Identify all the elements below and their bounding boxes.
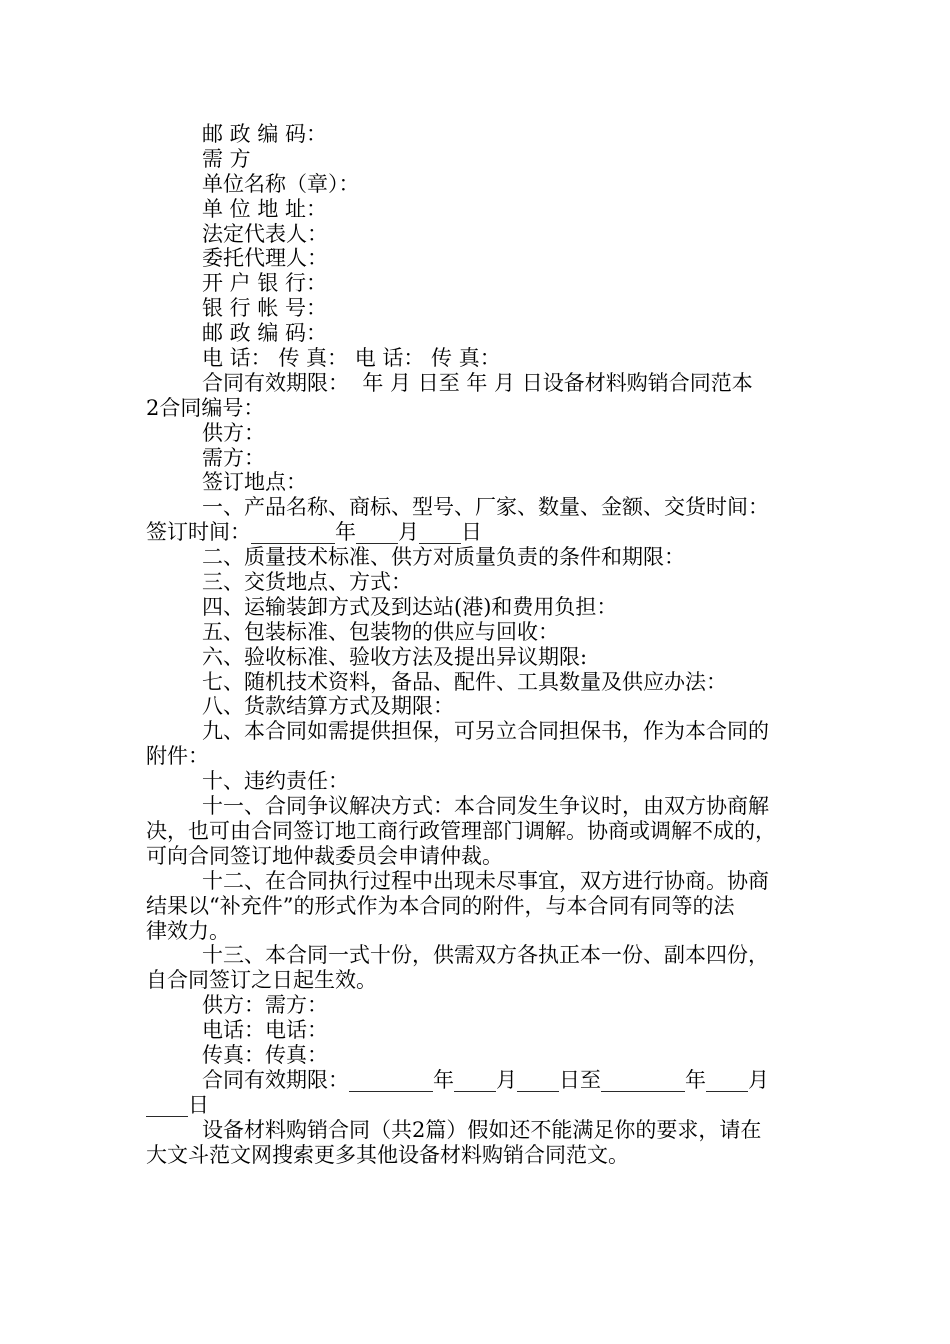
text-line: 法定代表人： bbox=[202, 221, 328, 246]
text-line: 需方： bbox=[202, 445, 265, 470]
text-line: 签订时间：________年____月____日 bbox=[146, 520, 482, 545]
text-line: ____日 bbox=[146, 1092, 209, 1117]
text-line: 律效力。 bbox=[146, 918, 230, 943]
text-line: 五、包装标准、包装物的供应与回收： bbox=[202, 619, 559, 644]
text-line: 十、违约责任： bbox=[202, 769, 349, 794]
text-line: 供方：需方： bbox=[202, 993, 328, 1018]
text-line: 可向合同签订地仲裁委员会申请仲裁。 bbox=[146, 843, 503, 868]
text-line: 委托代理人： bbox=[202, 246, 328, 271]
text-line: 供方： bbox=[202, 420, 265, 445]
text-line: 二、质量技术标准、供方对质量负责的条件和期限： bbox=[202, 545, 685, 570]
text-line: 十一、合同争议解决方式：本合同发生争议时，由双方协商解 bbox=[202, 794, 769, 819]
text-line: 合同有效期限：________年____月____日至________年____月 bbox=[202, 1067, 769, 1092]
text-line: 大文斗范文网搜索更多其他设备材料购销合同范文。 bbox=[146, 1142, 629, 1167]
text-line: 2合同编号： bbox=[146, 395, 265, 420]
text-line: 开 户 银 行： bbox=[202, 271, 328, 296]
text-line: 八、货款结算方式及期限： bbox=[202, 694, 454, 719]
text-line: 单位名称（章）： bbox=[202, 171, 360, 196]
text-line: 附件： bbox=[146, 744, 209, 769]
text-line: 十二、在合同执行过程中出现未尽事宜，双方进行协商。协商 bbox=[202, 868, 769, 893]
text-line: 自合同签订之日起生效。 bbox=[146, 968, 377, 993]
document-body bbox=[146, 122, 806, 1167]
text-line: 四、运输装卸方式及到达站(港)和费用负担： bbox=[202, 594, 618, 619]
text-line: 电 话： 传 真： 电 话： 传 真： bbox=[202, 346, 501, 371]
text-line: 合同有效期限： 年 月 日至 年 月 日设备材料购销合同范本 bbox=[202, 370, 753, 395]
text-line: 十三、本合同一式十份，供需双方各执正本一份、副本四份， bbox=[202, 943, 769, 968]
text-line: 决，也可由合同签订地工商行政管理部门调解。协商或调解不成的， bbox=[146, 818, 776, 843]
text-line: 电话：电话： bbox=[202, 1018, 328, 1043]
text-line: 六、验收标准、验收方法及提出异议期限: bbox=[202, 644, 588, 669]
text-line: 七、随机技术资料，备品、配件、工具数量及供应办法： bbox=[202, 669, 727, 694]
text-line: 签订地点： bbox=[202, 470, 307, 495]
text-line: 邮 政 编 码： bbox=[202, 321, 328, 346]
text-line: 银 行 帐 号： bbox=[202, 296, 328, 321]
text-line: 结果以“补充件”的形式作为本合同的附件，与本合同有同等的法 bbox=[146, 893, 735, 918]
text-line: 邮 政 编 码： bbox=[202, 122, 328, 146]
text-line: 单 位 地 址： bbox=[202, 196, 328, 221]
text-line: 一、产品名称、商标、型号、厂家、数量、金额、交货时间： bbox=[202, 495, 769, 520]
text-line: 设备材料购销合同（共2篇）假如还不能满足你的要求，请在 bbox=[202, 1117, 762, 1142]
text-line: 传真：传真： bbox=[202, 1042, 328, 1067]
text-line: 需 方 bbox=[202, 146, 251, 171]
text-line: 九、本合同如需提供担保，可另立合同担保书，作为本合同的 bbox=[202, 719, 769, 744]
text-line: 三、交货地点、方式： bbox=[202, 570, 412, 595]
